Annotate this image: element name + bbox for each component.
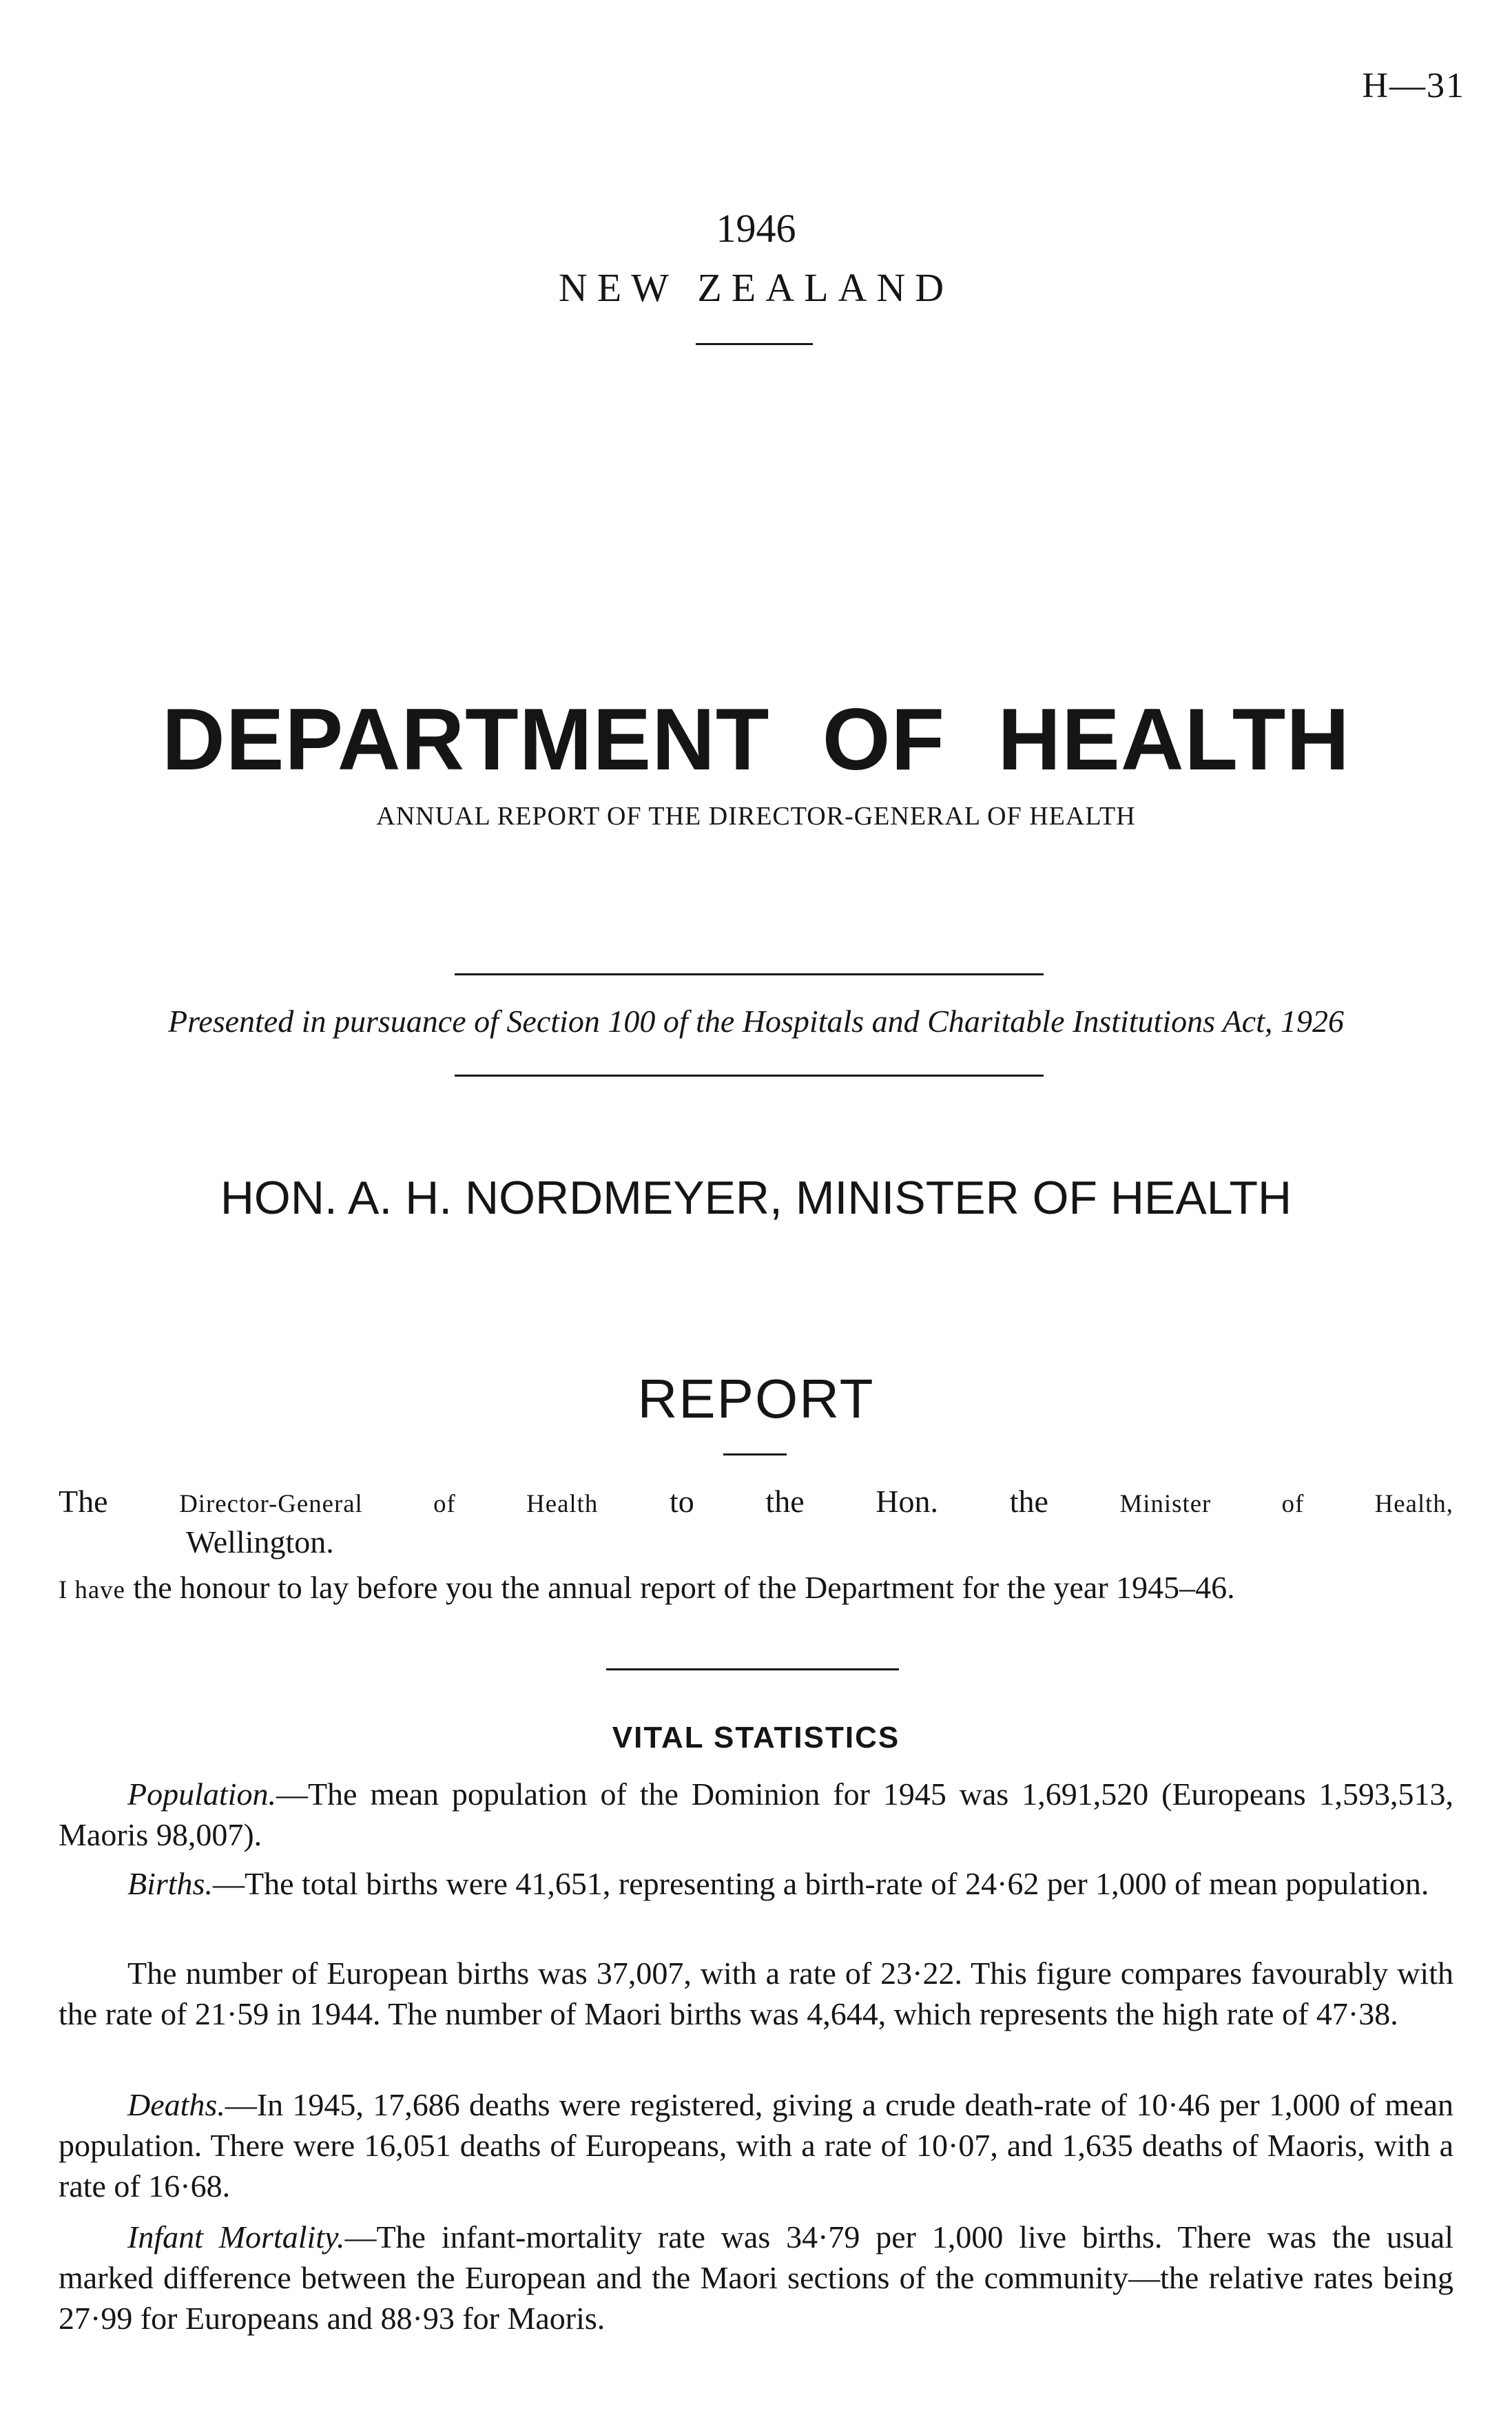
rule-report <box>723 1453 787 1455</box>
births-text: —The total births were 41,651, representing a birth-rate of 24·62 per 1,000 of mean population. <box>212 1866 1429 1901</box>
report-subtitle: ANNUAL REPORT OF THE DIRECTOR-GENERAL OF HEALTH <box>376 802 1136 831</box>
address-place: Wellington. <box>186 1524 334 1560</box>
section-heading: VITAL STATISTICS <box>612 1721 900 1754</box>
address-to-word: to the Hon. the <box>669 1484 1048 1519</box>
deaths-text: —In 1945, 17,686 deaths were registered, giving a crude death-rate of 10·46 per 1,000 of mean population. There were 16,051 deaths of Europeans, with a rate of 10·07, and 1,635 deaths of Maoris, with a rate of 16·68. <box>59 2087 1453 2204</box>
deaths-label: Deaths. <box>127 2087 225 2122</box>
european-births-paragraph <box>59 1953 1453 2034</box>
population-label: Population. <box>127 1776 276 1812</box>
rule-presented-top <box>455 973 1044 975</box>
country-heading: NEW ZEALAND <box>558 265 954 310</box>
deaths-paragraph <box>59 2084 1453 2206</box>
population-text: —The mean population of the Dominion for 1945 was 1,691,520 (Europeans 1,593,513, Maoris 98,007). <box>59 1776 1453 1852</box>
intro-lead: I have <box>59 1575 125 1604</box>
presented-statement: Presented in pursuance of Section 100 of the Hospitals and Charitable Institutions Act, 1926 <box>168 1004 1344 1039</box>
rule-country <box>696 343 813 345</box>
population-paragraph <box>59 1774 1453 1855</box>
intro-text: the honour to lay before you the annual report of the Department for the year 1945–46. <box>133 1570 1235 1605</box>
european-births-text: The number of European births was 37,007, with a rate of 23·22. This figure compares favourably with the rate of 21·59 in 1944. The number of Maori births was 4,644, which represents the high rate of 47·38. <box>59 1956 1453 2031</box>
minister-heading: HON. A. H. NORDMEYER, MINISTER OF HEALTH <box>220 1172 1292 1224</box>
address-from: Director-General of Health <box>179 1489 599 1517</box>
infant-mortality-paragraph <box>59 2217 1453 2339</box>
births-label: Births. <box>127 1866 213 1901</box>
births-paragraph <box>59 1863 1453 1904</box>
address-the: The <box>59 1484 108 1519</box>
report-year: 1946 <box>716 206 796 251</box>
department-title: DEPARTMENT OF HEALTH <box>161 690 1351 788</box>
intro-paragraph <box>59 1567 1453 1610</box>
infant-mortality-text: —The infant-mortality rate was 34·79 per 1,000 live births. There was the usual marked difference between the European and the Maori sections of the community—the relative rates being 27·99 for Europeans and 88·93 for Maoris. <box>59 2219 1453 2336</box>
infant-mortality-label: Infant Mortality. <box>127 2219 345 2255</box>
address-line <box>59 1481 1453 1524</box>
rule-intro <box>606 1668 899 1670</box>
address-to: Minister of Health, <box>1119 1489 1453 1517</box>
rule-presented-bottom <box>455 1075 1044 1077</box>
page-reference: H—31 <box>1362 66 1465 105</box>
report-heading: REPORT <box>637 1368 875 1429</box>
